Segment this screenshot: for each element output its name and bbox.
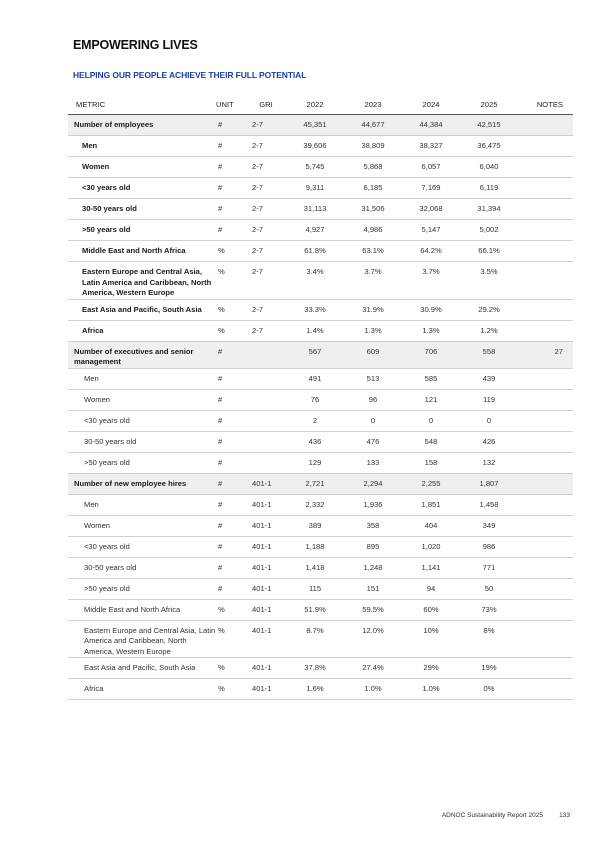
row-value-2025: 1.2% (460, 320, 518, 341)
row-metric: East Asia and Pacific, South Asia (68, 658, 216, 679)
row-metric: 30-50 years old (68, 199, 216, 220)
row-value-2024: 60% (402, 599, 460, 620)
row-gri: 2-7 (246, 220, 286, 241)
row-value-2025: 1,458 (460, 494, 518, 515)
row-unit: # (216, 136, 246, 157)
row-value-2023: 5,868 (344, 157, 402, 178)
row-value-2022: 37.8% (286, 658, 344, 679)
row-gri: 2-7 (246, 262, 286, 300)
row-value-2025: 6,119 (460, 178, 518, 199)
row-value-2023: 44,677 (344, 115, 402, 136)
row-value-2024: 1.3% (402, 320, 460, 341)
row-metric: <30 years old (68, 536, 216, 557)
row-metric: <30 years old (68, 410, 216, 431)
row-notes (518, 410, 573, 431)
row-gri (246, 410, 286, 431)
row-value-2023: 96 (344, 389, 402, 410)
row-value-2022: 1.6% (286, 679, 344, 700)
row-value-2022: 1,188 (286, 536, 344, 557)
row-value-2024: 0 (402, 410, 460, 431)
table-row (68, 320, 573, 341)
table-row (68, 431, 573, 452)
row-value-2025: 5,002 (460, 220, 518, 241)
footer-report-title: ADNOC Sustainability Report 2025 (441, 812, 543, 819)
row-metric: East Asia and Pacific, South Asia (68, 299, 216, 320)
table-row (68, 473, 573, 494)
row-value-2023: 358 (344, 515, 402, 536)
table-row (68, 410, 573, 431)
row-value-2025: 8% (460, 620, 518, 658)
table-row (68, 299, 573, 320)
row-value-2022: 115 (286, 578, 344, 599)
row-unit: # (216, 536, 246, 557)
table-header-row (68, 94, 573, 115)
row-value-2022: 1,418 (286, 557, 344, 578)
row-notes (518, 431, 573, 452)
row-value-2022: 2,721 (286, 473, 344, 494)
row-metric: Men (68, 494, 216, 515)
row-value-2023: 476 (344, 431, 402, 452)
row-notes (518, 320, 573, 341)
row-gri: 401-1 (246, 557, 286, 578)
row-value-2023: 27.4% (344, 658, 402, 679)
row-value-2024: 94 (402, 578, 460, 599)
row-notes (518, 157, 573, 178)
row-value-2025: 36,475 (460, 136, 518, 157)
row-gri: 2-7 (246, 157, 286, 178)
table-row (68, 157, 573, 178)
table-row (68, 620, 573, 658)
row-value-2024: 2,255 (402, 473, 460, 494)
row-unit: # (216, 578, 246, 599)
table-row (68, 578, 573, 599)
row-unit: # (216, 410, 246, 431)
row-value-2024: 7,169 (402, 178, 460, 199)
row-value-2023: 31.9% (344, 299, 402, 320)
row-notes (518, 178, 573, 199)
row-value-2022: 8.7% (286, 620, 344, 658)
row-unit: # (216, 389, 246, 410)
row-gri: 2-7 (246, 136, 286, 157)
row-value-2023: 895 (344, 536, 402, 557)
row-value-2024: 6,057 (402, 157, 460, 178)
row-value-2024: 38,327 (402, 136, 460, 157)
row-notes (518, 599, 573, 620)
row-value-2025: 6,040 (460, 157, 518, 178)
row-unit: # (216, 368, 246, 389)
table-row (68, 178, 573, 199)
row-notes (518, 368, 573, 389)
row-metric: Men (68, 368, 216, 389)
row-value-2022: 45,351 (286, 115, 344, 136)
row-value-2022: 567 (286, 341, 344, 368)
row-gri: 401-1 (246, 599, 286, 620)
row-unit: % (216, 658, 246, 679)
table-row (68, 136, 573, 157)
column-header-2023: 2023 (344, 94, 402, 115)
table-row (68, 241, 573, 262)
row-value-2023: 1,936 (344, 494, 402, 515)
row-metric: Middle East and North Africa (68, 241, 216, 262)
row-value-2023: 513 (344, 368, 402, 389)
row-value-2022: 61.8% (286, 241, 344, 262)
row-gri: 2-7 (246, 199, 286, 220)
row-value-2023: 4,986 (344, 220, 402, 241)
row-unit: % (216, 241, 246, 262)
table-row (68, 115, 573, 136)
table-row (68, 599, 573, 620)
row-value-2025: 132 (460, 452, 518, 473)
row-metric: 30-50 years old (68, 431, 216, 452)
column-header-notes: NOTES (518, 94, 573, 115)
row-unit: % (216, 320, 246, 341)
row-unit: # (216, 473, 246, 494)
row-value-2025: 349 (460, 515, 518, 536)
column-header-2025: 2025 (460, 94, 518, 115)
row-metric: <30 years old (68, 178, 216, 199)
metrics-table (68, 94, 573, 700)
row-value-2025: 426 (460, 431, 518, 452)
row-value-2024: 64.2% (402, 241, 460, 262)
table-row (68, 389, 573, 410)
row-value-2025: 558 (460, 341, 518, 368)
row-value-2025: 29.2% (460, 299, 518, 320)
row-value-2022: 436 (286, 431, 344, 452)
page-title: EMPOWERING LIVES (73, 38, 198, 52)
row-value-2022: 33.3% (286, 299, 344, 320)
row-value-2023: 133 (344, 452, 402, 473)
column-header-2024: 2024 (402, 94, 460, 115)
row-notes (518, 494, 573, 515)
row-value-2022: 2,332 (286, 494, 344, 515)
row-value-2023: 38,809 (344, 136, 402, 157)
row-gri: 2-7 (246, 299, 286, 320)
row-value-2023: 0 (344, 410, 402, 431)
row-value-2025: 31,394 (460, 199, 518, 220)
row-value-2022: 51.9% (286, 599, 344, 620)
row-notes (518, 473, 573, 494)
table-row (68, 557, 573, 578)
row-metric: Number of new employee hires (68, 473, 216, 494)
table-row (68, 341, 573, 368)
row-value-2024: 548 (402, 431, 460, 452)
row-value-2023: 31,506 (344, 199, 402, 220)
row-value-2022: 3.4% (286, 262, 344, 300)
row-value-2022: 4,927 (286, 220, 344, 241)
row-unit: # (216, 452, 246, 473)
table-row (68, 494, 573, 515)
row-notes (518, 658, 573, 679)
row-value-2023: 1.0% (344, 679, 402, 700)
row-unit: # (216, 515, 246, 536)
row-metric: Eastern Europe and Central Asia, Latin America and Caribbean, North America, Western Europe (68, 620, 216, 658)
row-gri: 401-1 (246, 620, 286, 658)
row-metric: Africa (68, 679, 216, 700)
row-unit: # (216, 494, 246, 515)
row-value-2025: 439 (460, 368, 518, 389)
row-value-2023: 1.3% (344, 320, 402, 341)
row-metric: Women (68, 389, 216, 410)
row-gri (246, 389, 286, 410)
row-value-2024: 5,147 (402, 220, 460, 241)
row-unit: % (216, 599, 246, 620)
row-value-2022: 39,606 (286, 136, 344, 157)
column-header-unit: UNIT (216, 94, 246, 115)
row-metric: >50 years old (68, 578, 216, 599)
row-value-2023: 1,248 (344, 557, 402, 578)
row-notes (518, 578, 573, 599)
row-gri: 401-1 (246, 473, 286, 494)
row-value-2023: 59.5% (344, 599, 402, 620)
row-gri: 2-7 (246, 178, 286, 199)
row-gri (246, 452, 286, 473)
row-value-2025: 0 (460, 410, 518, 431)
column-header-metric: METRIC (68, 94, 216, 115)
row-value-2022: 9,311 (286, 178, 344, 199)
row-notes (518, 262, 573, 300)
row-gri (246, 341, 286, 368)
row-value-2024: 29% (402, 658, 460, 679)
row-value-2025: 1,807 (460, 473, 518, 494)
row-notes (518, 679, 573, 700)
row-gri: 2-7 (246, 115, 286, 136)
row-gri (246, 431, 286, 452)
row-value-2024: 3.7% (402, 262, 460, 300)
row-notes (518, 199, 573, 220)
row-notes (518, 536, 573, 557)
row-value-2022: 76 (286, 389, 344, 410)
row-metric: Number of executives and senior management (68, 341, 216, 368)
row-notes (518, 241, 573, 262)
row-value-2024: 404 (402, 515, 460, 536)
row-metric: Men (68, 136, 216, 157)
row-gri: 401-1 (246, 658, 286, 679)
table-row (68, 368, 573, 389)
row-notes (518, 515, 573, 536)
row-unit: # (216, 220, 246, 241)
row-metric: Africa (68, 320, 216, 341)
row-value-2025: 19% (460, 658, 518, 679)
row-value-2025: 3.5% (460, 262, 518, 300)
row-notes (518, 136, 573, 157)
row-value-2024: 1,851 (402, 494, 460, 515)
row-value-2025: 986 (460, 536, 518, 557)
row-value-2025: 771 (460, 557, 518, 578)
row-notes (518, 557, 573, 578)
row-value-2024: 30.9% (402, 299, 460, 320)
row-notes (518, 115, 573, 136)
row-value-2024: 121 (402, 389, 460, 410)
row-value-2024: 1,020 (402, 536, 460, 557)
row-metric: >50 years old (68, 220, 216, 241)
table-row (68, 536, 573, 557)
row-gri (246, 368, 286, 389)
row-unit: % (216, 620, 246, 658)
row-notes (518, 220, 573, 241)
table-row (68, 262, 573, 300)
row-value-2024: 44,384 (402, 115, 460, 136)
row-gri: 401-1 (246, 679, 286, 700)
row-value-2024: 1.0% (402, 679, 460, 700)
row-value-2023: 151 (344, 578, 402, 599)
row-value-2024: 158 (402, 452, 460, 473)
row-gri: 2-7 (246, 241, 286, 262)
row-value-2024: 32,068 (402, 199, 460, 220)
row-metric: Number of employees (68, 115, 216, 136)
row-metric: 30-50 years old (68, 557, 216, 578)
row-value-2023: 3.7% (344, 262, 402, 300)
row-value-2022: 389 (286, 515, 344, 536)
row-notes (518, 389, 573, 410)
table-row (68, 199, 573, 220)
row-unit: # (216, 115, 246, 136)
row-unit: % (216, 262, 246, 300)
row-metric: Eastern Europe and Central Asia, Latin America and Caribbean, North America, Western Europe (68, 262, 216, 300)
row-metric: >50 years old (68, 452, 216, 473)
row-value-2025: 66.1% (460, 241, 518, 262)
row-notes (518, 452, 573, 473)
row-unit: # (216, 557, 246, 578)
row-value-2024: 1,141 (402, 557, 460, 578)
section-title: HELPING OUR PEOPLE ACHIEVE THEIR FULL POTENTIAL (73, 70, 307, 80)
row-value-2022: 2 (286, 410, 344, 431)
row-metric: Women (68, 515, 216, 536)
row-notes: 27 (518, 341, 573, 368)
table-row (68, 220, 573, 241)
row-value-2024: 706 (402, 341, 460, 368)
row-value-2025: 0% (460, 679, 518, 700)
row-value-2023: 63.1% (344, 241, 402, 262)
row-unit: % (216, 679, 246, 700)
row-value-2024: 10% (402, 620, 460, 658)
row-unit: # (216, 199, 246, 220)
row-value-2023: 2,294 (344, 473, 402, 494)
row-value-2025: 119 (460, 389, 518, 410)
row-notes (518, 299, 573, 320)
footer-page-number: 133 (559, 812, 570, 819)
row-value-2025: 73% (460, 599, 518, 620)
row-value-2022: 1.4% (286, 320, 344, 341)
row-unit: # (216, 341, 246, 368)
table-row (68, 515, 573, 536)
row-value-2025: 42,515 (460, 115, 518, 136)
column-header-gri: GRI (246, 94, 286, 115)
row-value-2023: 6,185 (344, 178, 402, 199)
table-row (68, 452, 573, 473)
row-gri: 401-1 (246, 578, 286, 599)
row-gri: 401-1 (246, 494, 286, 515)
column-header-2022: 2022 (286, 94, 344, 115)
row-value-2024: 585 (402, 368, 460, 389)
row-gri: 2-7 (246, 320, 286, 341)
row-value-2025: 50 (460, 578, 518, 599)
row-value-2022: 5,745 (286, 157, 344, 178)
row-metric: Middle East and North Africa (68, 599, 216, 620)
table-row (68, 658, 573, 679)
row-value-2022: 129 (286, 452, 344, 473)
row-unit: # (216, 157, 246, 178)
row-value-2022: 491 (286, 368, 344, 389)
row-unit: % (216, 299, 246, 320)
row-value-2022: 31,113 (286, 199, 344, 220)
row-unit: # (216, 178, 246, 199)
row-value-2023: 609 (344, 341, 402, 368)
row-unit: # (216, 431, 246, 452)
row-gri: 401-1 (246, 536, 286, 557)
row-notes (518, 620, 573, 658)
row-value-2023: 12.0% (344, 620, 402, 658)
table-row (68, 679, 573, 700)
row-metric: Women (68, 157, 216, 178)
row-gri: 401-1 (246, 515, 286, 536)
